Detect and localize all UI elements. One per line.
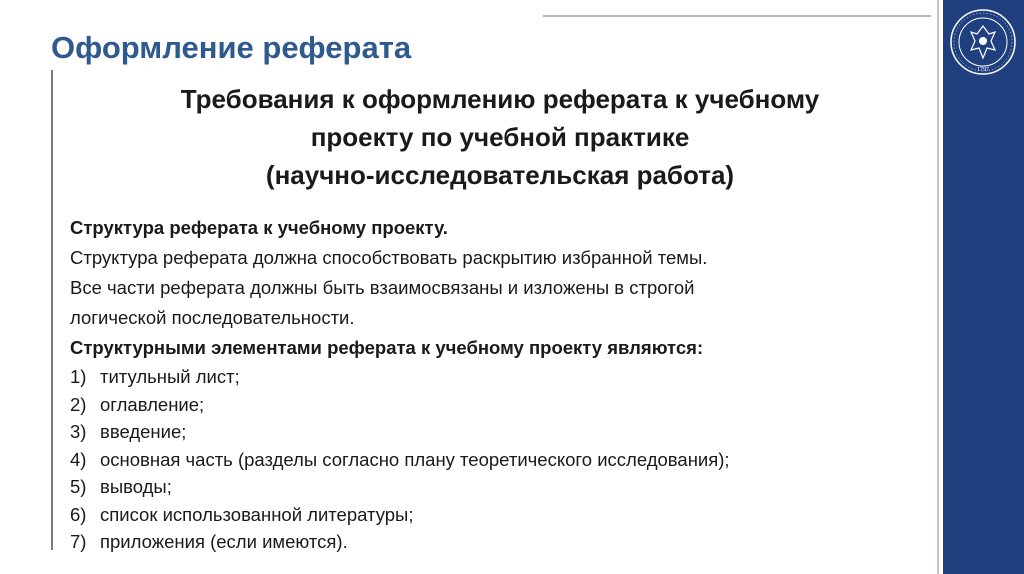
list-item-number: 2): [70, 393, 87, 415]
list-item-text: основная часть (разделы согласно плану теоретического исследования);: [100, 448, 730, 470]
left-accent-line: [51, 70, 53, 550]
list-item-text: введение;: [100, 421, 187, 442]
heading-line: Требования к оформлению реферата к учебному: [180, 84, 820, 114]
structure-heading: Структура реферата к учебному проекту.: [70, 217, 448, 238]
university-emblem-icon: [949, 8, 1017, 76]
paragraph-line: логической последовательности.: [70, 307, 355, 328]
list-item-text: выводы;: [100, 476, 172, 497]
body-text: [70, 213, 920, 556]
list-item: [70, 363, 920, 391]
list-item-text: оглавление;: [100, 393, 205, 415]
list-item-number: 6): [70, 503, 87, 525]
right-divider-line: [937, 0, 939, 574]
emblem-year: 1797: [977, 67, 989, 73]
elements-heading: Структурными элементами реферата к учебному проекту являются:: [70, 337, 704, 358]
list-item: [70, 473, 920, 501]
list-item-number: 5): [70, 476, 87, 497]
list-item: [70, 528, 920, 556]
list-item: [70, 418, 920, 446]
list-item-text: список использованной литературы;: [100, 503, 414, 525]
paragraph-line: Все части реферата должны быть взаимосвязаны и изложены в строгой: [70, 277, 695, 298]
structural-elements-list: [70, 363, 920, 556]
slide-title: Оформление реферата: [51, 30, 412, 65]
university-side-band: [943, 0, 1024, 574]
list-item: [70, 446, 920, 474]
list-item-text: титульный лист;: [100, 366, 240, 387]
heading-line: (научно-исследовательская работа): [265, 160, 735, 190]
heading-line: проекту по учебной практике: [310, 122, 690, 152]
list-item: [70, 501, 920, 529]
list-item-number: 7): [70, 531, 87, 552]
list-item-number: 1): [70, 366, 87, 387]
list-item-number: 3): [70, 421, 87, 442]
requirements-heading: [100, 80, 900, 194]
top-divider-line: [543, 15, 931, 17]
paragraph-line: Структура реферата должна способствовать раскрытию избранной темы.: [70, 247, 708, 268]
list-item-number: 4): [70, 448, 87, 470]
list-item-text: приложения (если имеются).: [100, 531, 348, 552]
list-item: [70, 391, 920, 419]
